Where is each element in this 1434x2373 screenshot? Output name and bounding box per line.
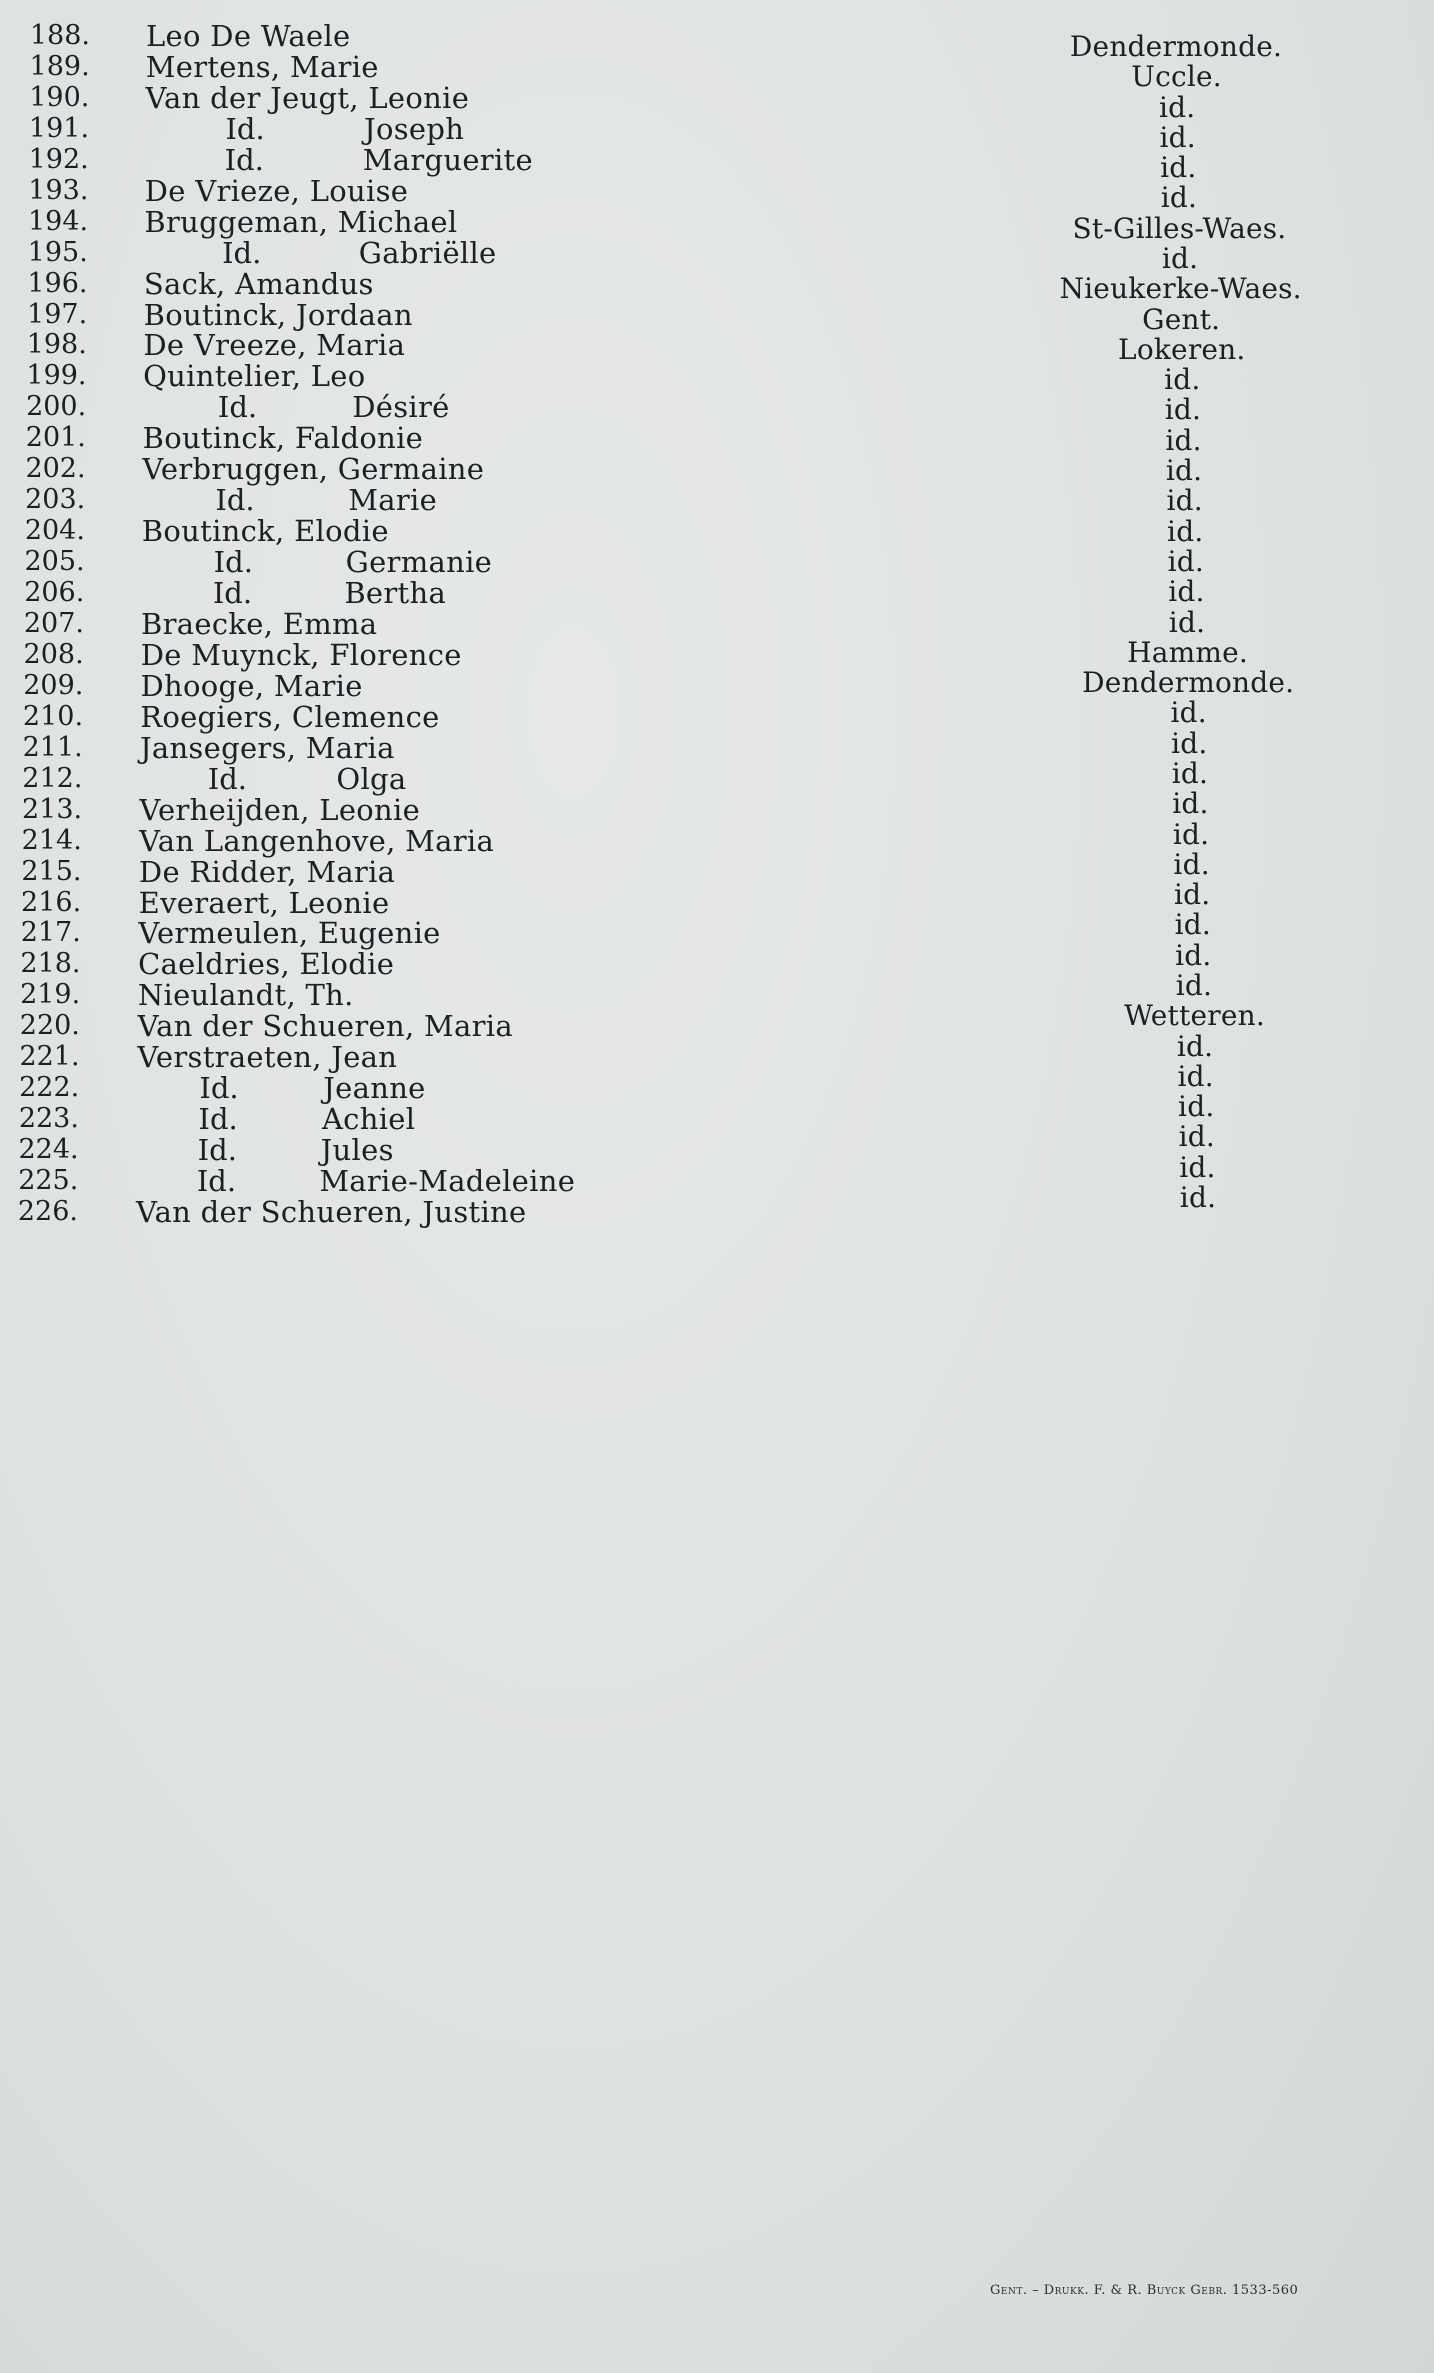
entry-name: Verbruggen, Germaine — [142, 452, 485, 487]
entry-place: id. — [1171, 756, 1209, 790]
entry-place: id. — [1178, 1120, 1216, 1154]
entry-place: Gent. — [1142, 302, 1221, 336]
entry-place: id. — [1160, 181, 1198, 215]
entry-place: Hamme. — [1127, 635, 1249, 669]
entry-number: 199. — [26, 360, 87, 392]
entry-place: id. — [1164, 393, 1202, 427]
entry-name: Van der Schueren, Justine — [136, 1195, 527, 1229]
entry-name: Jansegers, Maria — [139, 730, 395, 765]
entry-idem-mark: Id. — [207, 761, 248, 796]
entry-name: Boutinck, Faldonie — [142, 421, 424, 456]
entry-place: id. — [1174, 878, 1211, 912]
entry-idem-mark: Id. — [197, 1133, 237, 1168]
entry-given-name: Olga — [336, 761, 407, 796]
entry-number: 218. — [20, 948, 81, 980]
entry-number: 195. — [27, 236, 88, 268]
printer-imprint: Gent. – Drukk. F. & R. Buyck Gebr. 1533-560 — [990, 2283, 1299, 2298]
entry-idem-mark: Id. — [217, 390, 258, 425]
entry-name: Verstraeten, Jean — [137, 1040, 398, 1075]
entry-name: Caeldries, Elodie — [138, 947, 395, 982]
entry-idem-mark: Id. — [225, 111, 265, 146]
entry-place: id. — [1166, 484, 1203, 518]
entry-name: Verheijden, Leonie — [139, 792, 421, 827]
entry-name: Van Langenhove, Maria — [139, 823, 495, 858]
entry-number: 214. — [21, 824, 82, 856]
entry-given-name: Germanie — [345, 545, 493, 580]
entry-idem-mark: Id. — [212, 576, 253, 611]
entry-number: 197. — [27, 298, 88, 330]
entry-name: Van der Schueren, Maria — [137, 1009, 513, 1044]
entry-idem-mark: Id. — [196, 1164, 237, 1199]
entry-name: Boutinck, Jordaan — [143, 297, 413, 332]
entry-place: id. — [1175, 968, 1213, 1002]
entry-idem-mark: Id. — [199, 1071, 239, 1106]
entry-place: Nieukerke-Waes. — [1059, 272, 1302, 306]
entry-number: 226. — [17, 1196, 78, 1227]
entry-name: Everaert, Leonie — [138, 885, 390, 920]
entry-place: id. — [1174, 908, 1211, 942]
entry-place: id. — [1167, 544, 1205, 578]
entry-number: 191. — [28, 112, 90, 144]
entry-number: 208. — [23, 638, 84, 670]
entry-place: id. — [1172, 817, 1210, 851]
entry-place: id. — [1179, 1181, 1217, 1214]
entry-place: id. — [1170, 696, 1207, 730]
entry-place: id. — [1171, 726, 1208, 760]
entry-number: 222. — [19, 1072, 80, 1104]
entry-idem-mark: Id. — [213, 545, 253, 580]
entry-number: 203. — [25, 484, 86, 516]
entry-given-name: Bertha — [344, 576, 447, 611]
entry-number: 207. — [23, 608, 84, 639]
entry-given-name: Joseph — [364, 111, 465, 146]
entry-place: Lokeren. — [1118, 332, 1246, 366]
entry-name: De Ridder, Maria — [138, 854, 396, 889]
entry-name: Sack, Amandus — [143, 266, 374, 301]
entry-name: Braecke, Emma — [141, 607, 378, 641]
entry-place: Uccle. — [1131, 60, 1222, 94]
entry-place: id. — [1173, 847, 1210, 881]
entry-number: 193. — [28, 174, 89, 206]
entry-name: Quintelier, Leo — [143, 359, 366, 394]
entry-number: 194. — [27, 205, 89, 237]
entry-idem-mark: Id. — [222, 235, 262, 270]
entry-number: 205. — [24, 546, 85, 578]
entry-place: id. — [1178, 1090, 1215, 1124]
entry-place: id. — [1168, 575, 1205, 609]
entry-number: 216. — [21, 886, 82, 918]
entry-name: Dhooge, Marie — [140, 668, 363, 703]
entry-number: 224. — [18, 1134, 79, 1166]
entry-place: Wetteren. — [1124, 999, 1265, 1033]
entry-place: id. — [1179, 1150, 1216, 1184]
entry-number: 211. — [22, 731, 83, 763]
entry-place: id. — [1158, 90, 1196, 124]
entry-number: 210. — [22, 700, 84, 732]
entry-place: id. — [1172, 787, 1209, 821]
entry-number: 212. — [22, 762, 83, 794]
entry-place: id. — [1161, 242, 1199, 276]
entry-number: 200. — [26, 391, 87, 423]
entry-number: 189. — [29, 50, 90, 82]
entry-name: De Vrieze, Louise — [144, 173, 409, 208]
entry-number: 192. — [28, 143, 89, 175]
entry-place: id. — [1160, 151, 1197, 185]
entry-number: 202. — [25, 453, 86, 485]
entry-number: 206. — [24, 577, 85, 609]
entry-place: id. — [1159, 120, 1196, 154]
entry-name: Bruggeman, Michael — [144, 204, 458, 239]
entry-given-name: Gabriëlle — [358, 235, 497, 270]
entry-place: id. — [1167, 514, 1204, 548]
entry-name: Nieulandt, Th. — [137, 978, 354, 1013]
entry-number: 198. — [26, 329, 87, 361]
entry-given-name: Marie-Madeleine — [319, 1164, 576, 1199]
entry-given-name: Jules — [320, 1133, 394, 1168]
entry-number: 215. — [21, 855, 82, 887]
entry-place: id. — [1177, 1059, 1214, 1093]
entry-place: id. — [1175, 938, 1212, 972]
entry-name: Roegiers, Clemence — [140, 699, 440, 734]
entry-number: 223. — [18, 1103, 79, 1135]
entry-given-name: Désiré — [352, 390, 450, 425]
entry-name: De Vreeze, Maria — [143, 328, 406, 363]
entry-number: 221. — [19, 1041, 80, 1073]
entry-name: Leo De Waele — [146, 19, 351, 53]
entry-given-name: Marie — [348, 483, 438, 518]
entry-number: 190. — [29, 81, 90, 113]
entry-number: 204. — [24, 515, 85, 547]
entry-name: Mertens, Marie — [145, 49, 379, 84]
entry-place: id. — [1165, 454, 1203, 488]
entry-number: 219. — [20, 979, 81, 1011]
entry-number: 217. — [20, 917, 81, 949]
entry-number: 196. — [27, 267, 88, 299]
entry-place: Dendermonde. — [1069, 30, 1283, 63]
entry-name: Van der Jeugt, Leonie — [145, 80, 470, 115]
entry-given-name: Marguerite — [362, 142, 533, 177]
entry-name: De Muynck, Florence — [140, 637, 462, 672]
entry-number: 213. — [21, 793, 83, 825]
entry-idem-mark: Id. — [224, 142, 264, 177]
entry-number: 201. — [25, 422, 86, 454]
entry-number: 209. — [23, 669, 84, 701]
entry-idem-mark: Id. — [215, 483, 255, 518]
entry-name: Boutinck, Elodie — [141, 514, 389, 549]
entry-given-name: Jeanne — [323, 1071, 426, 1106]
entry-given-name: Achiel — [321, 1102, 416, 1137]
entry-place: id. — [1164, 363, 1201, 397]
entry-number: 225. — [18, 1165, 79, 1197]
entry-place: id. — [1168, 605, 1206, 639]
entry-number: 188. — [29, 20, 90, 51]
entry-place: St-Gilles-Waes. — [1072, 211, 1287, 245]
entry-name: Vermeulen, Eugenie — [138, 916, 441, 951]
entry-number: 220. — [19, 1010, 80, 1042]
entry-place: id. — [1165, 423, 1202, 457]
entry-idem-mark: Id. — [198, 1102, 238, 1137]
entry-place: Dendermonde. — [1082, 666, 1295, 700]
entry-place: id. — [1176, 1029, 1214, 1063]
